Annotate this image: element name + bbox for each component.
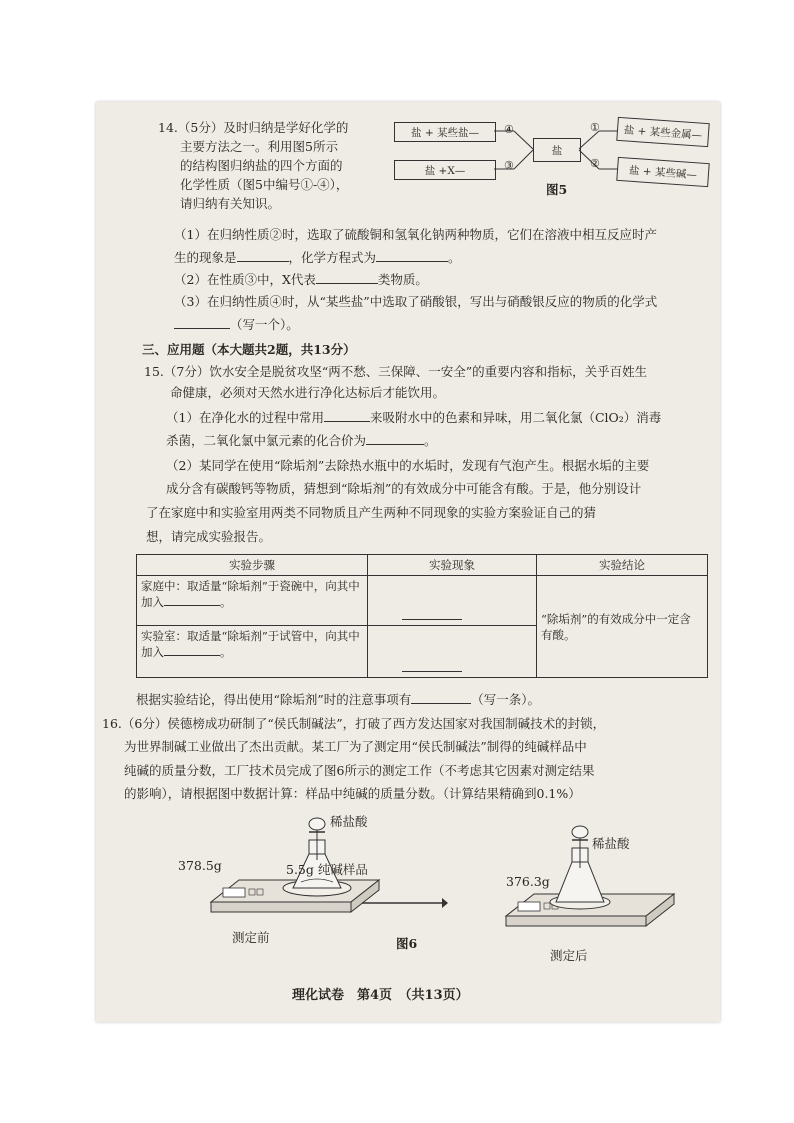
table-row-home-step: 家庭中：取适量“除垢剂”于瓷碗中，向其中 加入 。 — [137, 576, 368, 626]
q14-sub1-line-b: 生的现象是 ，化学方程式为 。 — [174, 250, 461, 265]
q14-line-1: 14.（5分）及时归纳是学好化学的 — [158, 120, 349, 135]
q14-line-4: 化学性质（图5中编号①-④）， — [180, 177, 349, 192]
answer-blank[interactable] — [366, 433, 424, 445]
page-footer: 理化试卷 第4页 （共13页） — [292, 988, 469, 1003]
answer-blank[interactable] — [324, 410, 370, 422]
table-row-lab-step: 实验室：取适量“除垢剂”于试管中，向其中 加入 。 — [137, 626, 368, 678]
experiment-report-table — [136, 554, 708, 678]
fig5-box-salt-plus-base: 盐 + 某些碱— — [616, 157, 709, 187]
q15-sub1-line-b: 杀菌，二氧化氯中氯元素的化合价为 。 — [166, 433, 437, 448]
q15-line-1: 15.（7分）饮水安全是脱贫攻坚“两不愁、三保障、一安全”的重要内容和指标，关乎百姓生 — [144, 364, 648, 379]
fig5-box-salt-plus-metal: 盐 + 某些金属— — [616, 117, 709, 147]
q16-line-2: 为世界制碱工业做出了杰出贡献。某工厂为了测定用“侯氏制碱法”制得的纯碱样品中 — [124, 739, 587, 754]
table-header: 实验步骤 — [137, 555, 368, 576]
step-text: 家庭中：取适量“除垢剂”于瓷碗中，向其中 — [141, 579, 360, 593]
fig6-caption: 图6 — [396, 936, 418, 951]
q14-sub2: （2）在性质③中，X代表 类物质。 — [174, 272, 428, 287]
fig5-number-1: ① — [590, 121, 600, 134]
q14-sub3-line-b: （写一个）。 — [174, 317, 299, 332]
answer-blank[interactable] — [316, 272, 378, 284]
fig6-mass-before: 378.5g — [178, 858, 222, 873]
table-cell-conclusion — [537, 576, 708, 678]
q15-sub2-line-2: 成分含有碳酸钙等物质，猜想到“除垢剂”的有效成分中可能含有酸。于是，他分别设计 — [166, 481, 642, 496]
fig5-number-4: ④ — [504, 123, 514, 136]
q14-line-3: 的结构图归纳盐的四个方面的 — [180, 158, 343, 173]
fig6-after-label: 测定后 — [550, 948, 588, 963]
table-header: 实验现象 — [368, 555, 537, 576]
q15-sub2-line-4: 想，请完成实验报告。 — [146, 529, 272, 544]
fig5-box-salt-center: 盐 — [533, 138, 581, 162]
q16-line-3: 纯碱的质量分数，工厂技术员完成了图6所示的测定工作（不考虑其它因素对测定结果 — [124, 763, 595, 778]
q15-sub1-line-a: （1）在净化水的过程中常用 来吸附水中的色素和异味，用二氧化氯（ClO₂）消毒 — [166, 410, 662, 425]
answer-blank[interactable] — [411, 692, 471, 704]
table-cell-phenomenon-2[interactable] — [368, 626, 537, 678]
exam-page — [96, 102, 720, 1022]
table-header: 实验结论 — [537, 555, 708, 576]
fig6-before-label: 测定前 — [232, 930, 270, 945]
section-3-heading: 三、应用题（本大题共2题，共13分） — [142, 342, 356, 357]
q14-sub1-line-a: （1）在归纳性质②时，选取了硫酸铜和氢氧化钠两种物质，它们在溶液中相互反应时产 — [174, 227, 657, 242]
fig6-mass-after: 376.3g — [506, 874, 550, 889]
answer-blank[interactable] — [376, 250, 448, 262]
q14-sub3-line-a: （3）在归纳性质④时，从“某些盐”中选取了硝酸银，写出与硝酸银反应的物质的化学式 — [174, 294, 658, 309]
step-text: 实验室：取适量“除垢剂”于试管中，向其中 — [141, 629, 360, 643]
q15-sub2-line-3: 了在家庭中和实验室用两类不同物质且产生两种不同现象的实验方案验证自己的猜 — [146, 505, 597, 520]
conclusion-text: “除垢剂”的有效成分中一定含 — [541, 611, 691, 626]
q15-note: 根据实验结论，得出使用“除垢剂”时的注意事项有 （写一条）。 — [136, 692, 541, 707]
answer-blank[interactable] — [164, 644, 220, 656]
answer-blank[interactable] — [164, 594, 220, 606]
fig6-acid-label-before: 稀盐酸 — [330, 814, 368, 829]
fig5-caption: 图5 — [546, 182, 568, 197]
fig6-arrow — [362, 896, 448, 910]
answer-blank[interactable] — [174, 317, 230, 329]
fig5-number-3: ③ — [504, 159, 514, 172]
q14-line-2: 主要方法之一。利用图5所示 — [180, 139, 338, 154]
q16-line-1: 16.（6分）侯德榜成功研制了“侯氏制碱法”，打破了西方发达国家对我国制碱技术的封锁， — [102, 716, 606, 731]
q15-sub2-line-1: （2）某同学在使用“除垢剂”去除热水瓶中的水垢时，发现有气泡产生。根据水垢的主要 — [166, 458, 650, 473]
fig5-box-salt-plus-salt: 盐 + 某些盐— — [394, 122, 496, 142]
fig6-sample-label: 5.5g 纯碱样品 — [286, 862, 368, 877]
conclusion-text: 有酸。 — [541, 627, 576, 642]
q15-line-2: 命健康，必须对天然水进行净化达标后才能饮用。 — [170, 385, 446, 400]
fig6-acid-label-after: 稀盐酸 — [592, 836, 630, 851]
table-cell-phenomenon-1[interactable] — [368, 576, 537, 626]
fig5-box-salt-plus-x: 盐 +X— — [394, 160, 496, 180]
answer-blank[interactable] — [237, 250, 289, 262]
q14-line-5: 请归纳有关知识。 — [180, 196, 281, 211]
fig5-number-2: ② — [590, 157, 600, 170]
q16-line-4: 的影响），请根据图中数据计算：样品中纯碱的质量分数。（计算结果精确到0.1%） — [124, 786, 581, 801]
